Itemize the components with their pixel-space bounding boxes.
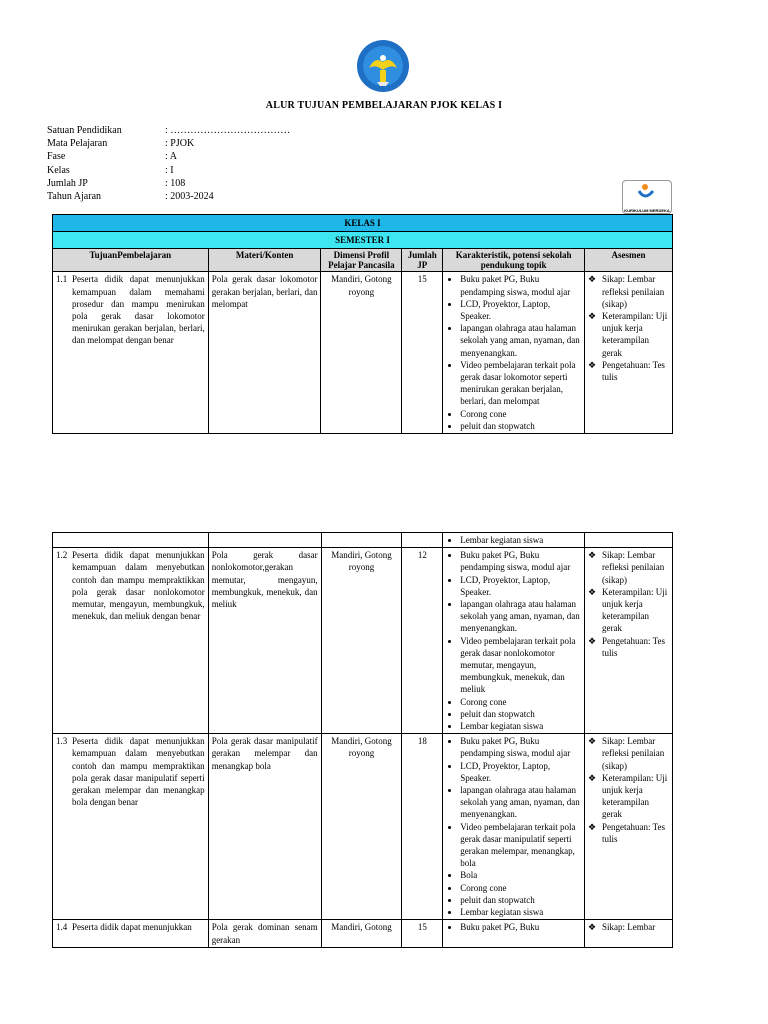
document-title: ALUR TUJUAN PEMBELAJARAN PJOK KELAS I [265, 100, 503, 111]
asesmen-list: ❖ Sikap: Lembar refleksi penilaian (sikap) ❖ Keterampilan: Uji unjuk kerja keterampilan gerak ❖ Pengetahuan: Tes tulis [588, 550, 668, 658]
info-row: Tahun Ajaran : 2003-2024 [47, 191, 214, 203]
info-row: Kelas : I [47, 164, 174, 176]
karakteristik-list: • Buku paket PG, Buku pendamping siswa, modul ajar • LCD, Proyektor, Laptop, Speaker. • lapangan olahraga atau halaman sekolah yang aman, nyaman, dan menyenangkan. • Video pembelajaran terkait pola gerak dasar lokomotor seperti menirukan gerakan berjalan, berlari, dan melompat • Corong cone • peluit dan stopwatch [446, 273, 581, 432]
karakteristik-list: • Buku paket PG, Buku [446, 921, 581, 933]
kurikulum-merdeka-icon [623, 181, 671, 203]
diamond-bullet-icon: ❖ [588, 821, 597, 832]
col-jumlah: Jumlah JP [402, 249, 443, 272]
col-karakteristik: Karakteristik, potensi sekolah pendukung topik [443, 249, 585, 272]
col-asesmen: Asesmen [585, 249, 673, 272]
table-row: 1.2 Peserta didik dapat menunjukkan kemampuan dalam menyebutkan contoh dan mampu mempraktikkan pola gerak dasar nonlokomotor memutar, mengayun, membungkuk, menekuk, dan meliuk dengan benar Pola gerak dasar nonlokomotor,gerakan memutar, mengayun, membungkuk, menekuk, dan meliuk Mandiri, Gotong royong 12 • Buku paket PG, Buku pendamping siswa, modul ajar • LCD, Proyektor, Laptop, Speaker. • lapangan olahraga atau halaman sekolah yang aman, nyaman, dan menyenangkan. • Video pembelajaran terkait pola gerak dasar nonlokomotor memutar, mengayun, membungkuk, menekuk, dan meliuk • Corong cone • peluit dan stopwatch • Lembar kegiatan siswa ❖ Sikap: Lembar refleksi penilaian (sikap) ❖ Keterampilan: Uji unjuk kerja keterampilan gerak ❖ Pengetahuan: Tes tulis [53, 548, 673, 734]
kurikulum-merdeka-logo [622, 180, 672, 214]
kurikulum-merdeka-text: KURIKULUM MERDEKA [624, 208, 670, 213]
col-materi: Materi/Konten [208, 249, 321, 272]
diamond-bullet-icon: ❖ [588, 311, 597, 322]
table-row: • Lembar kegiatan siswa [53, 533, 673, 548]
col-dimensi: Dimensi Profil Pelajar Pancasila [321, 249, 402, 272]
info-row: Mata Pelajaran : PJOK [47, 138, 195, 150]
asesmen-list: ❖ Sikap: Lembar [588, 922, 656, 933]
table-row: 1.3 Peserta didik dapat menunjukkan kemampuan dalam menyebutkan contoh dan mampu mempraktikan pola gerak dasar manipulatif seperti gerakan melempar dan menangkap bola dengan benar Pola gerak dasar manipulatif gerakan melempar dan menangkap bola Mandiri, Gotong royong 18 • Buku paket PG, Buku pendamping siswa, modul ajar • LCD, Proyektor, Laptop, Speaker. • lapangan olahraga atau halaman sekolah yang aman, nyaman, dan menyenangkan. • Video pembelajaran terkait pola gerak dasar manipulatif seperti gerakan melempar, menangkap, bola • Bola • Corong cone • peluit dan stopwatch • Lembar kegiatan siswa ❖ Sikap: Lembar refleksi penilaian (sikap) ❖ Keterampilan: Uji unjuk kerja keterampilan gerak ❖ Pengetahuan: Tes tulis [53, 734, 673, 920]
diamond-bullet-icon: ❖ [588, 550, 597, 561]
karakteristik-list: • Buku paket PG, Buku pendamping siswa, modul ajar • LCD, Proyektor, Laptop, Speaker. • lapangan olahraga atau halaman sekolah yang aman, nyaman, dan menyenangkan. • Video pembelajaran terkait pola gerak dasar manipulatif seperti gerakan melempar, menangkap, bola • Bola • Corong cone • peluit dan stopwatch • Lembar kegiatan siswa [446, 735, 581, 918]
kelas-header: KELAS I [53, 215, 673, 232]
info-row: Jumlah JP : 108 [47, 177, 186, 189]
karakteristik-list: • Buku paket PG, Buku pendamping siswa, modul ajar • LCD, Proyektor, Laptop, Speaker. • lapangan olahraga atau halaman sekolah yang aman, nyaman, dan menyenangkan. • Video pembelajaran terkait pola gerak dasar nonlokomotor memutar, mengayun, membungkuk, menekuk, dan meliuk • Corong cone • peluit dan stopwatch • Lembar kegiatan siswa [446, 549, 581, 732]
diamond-bullet-icon: ❖ [588, 736, 597, 747]
diamond-bullet-icon: ❖ [588, 586, 597, 597]
table-row: 1.1 Peserta didik dapat menunjukkan kemampuan dalam memahami prosedur dan mampu menirukan pola gerak dasar lokomotor menirukan gerakan berjalan, berlari, dan melompat dengan benar Pola gerak dasar lokomotor gerakan berjalan, berlari, dan melompat Mandiri, Gotong royong 15 • Buku paket PG, Buku pendamping siswa, modul ajar • LCD, Proyektor, Laptop, Speaker. • lapangan olahraga atau halaman sekolah yang aman, nyaman, dan menyenangkan. • Video pembelajaran terkait pola gerak dasar lokomotor seperti menirukan gerakan berjalan, berlari, dan melompat • Corong cone • peluit dan stopwatch ❖ Sikap: Lembar refleksi penilaian (sikap) ❖ Keterampilan: Uji unjuk kerja keterampilan gerak ❖ Pengetahuan: Tes tulis [53, 272, 673, 434]
diamond-bullet-icon: ❖ [588, 922, 597, 933]
column-headers [53, 249, 673, 272]
diamond-bullet-icon: ❖ [588, 274, 597, 285]
diamond-bullet-icon: ❖ [588, 359, 597, 370]
learning-path-table-continued [52, 532, 673, 948]
asesmen-list: ❖ Sikap: Lembar refleksi penilaian (sikap) ❖ Keterampilan: Uji unjuk kerja keterampilan gerak ❖ Pengetahuan: Tes tulis [588, 736, 668, 844]
tut-wuri-handayani-logo [355, 38, 411, 94]
diamond-bullet-icon: ❖ [588, 635, 597, 646]
col-tujuan: TujuanPembelajaran [53, 249, 209, 272]
table-row: 1.4 Peserta didik dapat menunjukkan Pola gerak dominan senam gerakan Mandiri, Gotong 15 • Buku paket PG, Buku ❖ Sikap: Lembar [53, 920, 673, 947]
semester-header: SEMESTER I [53, 232, 673, 249]
asesmen-list: ❖ Sikap: Lembar refleksi penilaian (sikap) ❖ Keterampilan: Uji unjuk kerja keterampilan gerak ❖ Pengetahuan: Tes tulis [588, 274, 668, 383]
info-block [47, 124, 290, 203]
info-row: Satuan Pendidikan : ……………………………… [47, 125, 291, 136]
learning-path-table [52, 214, 673, 434]
info-row: Fase : A [47, 151, 177, 163]
diamond-bullet-icon: ❖ [588, 772, 597, 783]
